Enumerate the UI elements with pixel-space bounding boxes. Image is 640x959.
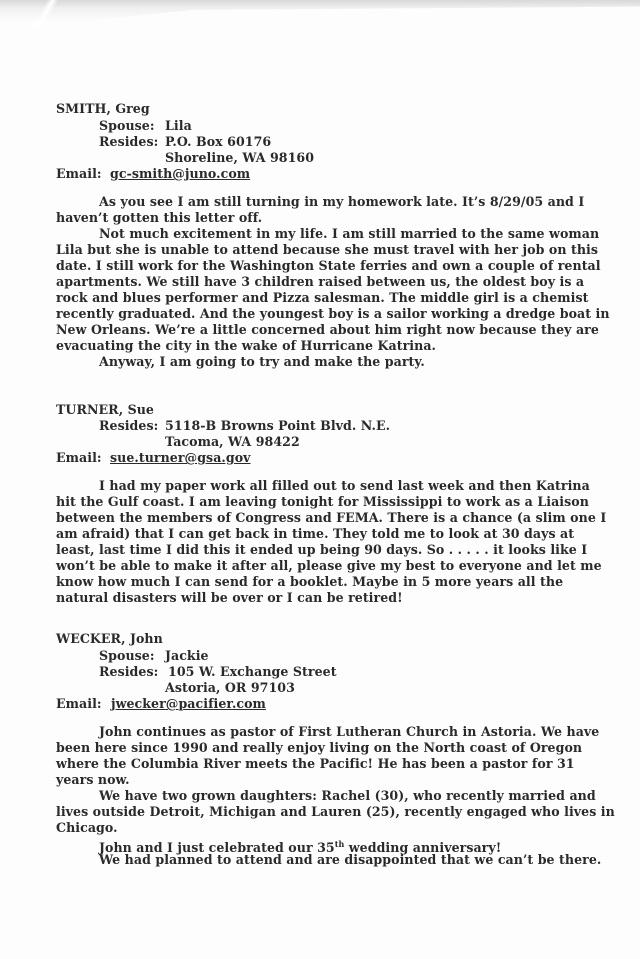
entry-name: WECKER, John bbox=[56, 631, 163, 646]
body-line: least, last time I did this it ended up being 90 days. So . . . . . it looks like I bbox=[56, 542, 588, 557]
body-line: won’t be able to make it after all, please give my best to everyone and let me bbox=[56, 558, 602, 573]
address-line-2: Shoreline, WA 98160 bbox=[165, 150, 315, 165]
resides-label: Resides: bbox=[99, 418, 159, 433]
body-line: been here since 1990 and really enjoy living on the North coast of Oregon bbox=[56, 740, 583, 755]
body-line: Not much excitement in my life. I am still married to the same woman bbox=[99, 226, 600, 241]
email-link[interactable]: sue.turner@gsa.gov bbox=[110, 450, 251, 465]
body-line: rock and blues performer and Pizza salesman. The middle girl is a chemist bbox=[56, 290, 589, 305]
email-label: Email: bbox=[56, 696, 102, 711]
closing-line: We had planned to attend and are disappointed that we can’t be there. bbox=[99, 852, 602, 867]
body-line: am afraid) that I can get back in time. They told me to look at 30 days at bbox=[56, 526, 575, 541]
address-line-1: 105 W. Exchange Street bbox=[168, 664, 337, 679]
spouse-value: Jackie bbox=[165, 648, 209, 663]
address-line-2: Tacoma, WA 98422 bbox=[165, 434, 300, 449]
body-line: where the Columbia River meets the Pacific! He has been a pastor for 31 bbox=[56, 756, 575, 771]
body-line: hit the Gulf coast. I am leaving tonight for Mississippi to work as a Liaison bbox=[56, 494, 589, 509]
body-line: As you see I am still turning in my homework late. It’s 8/29/05 and I bbox=[99, 194, 585, 209]
spouse-value: Lila bbox=[165, 118, 192, 133]
body-line: Chicago. bbox=[56, 820, 118, 835]
body-line: New Orleans. We’re a little concerned about him right now because they are bbox=[56, 322, 599, 337]
body-line: haven’t gotten this letter off. bbox=[56, 210, 263, 225]
ordinal-superscript: th bbox=[334, 839, 345, 849]
email-label: Email: bbox=[56, 450, 102, 465]
resides-label: Resides: bbox=[99, 664, 159, 679]
body-line: between the members of Congress and FEMA. There is a chance (a slim one I bbox=[56, 510, 607, 525]
anniversary-suffix: wedding anniversary! bbox=[344, 840, 502, 855]
spouse-label: Spouse: bbox=[99, 648, 155, 663]
address-line-2: Astoria, OR 97103 bbox=[165, 680, 295, 695]
body-line: We have two grown daughters: Rachel (30), who recently married and bbox=[99, 788, 596, 803]
entry-name: TURNER, Sue bbox=[56, 402, 154, 417]
body-line: lives outside Detroit, Michigan and Lauren (25), recently engaged who lives in bbox=[56, 804, 615, 819]
body-line: recently graduated. And the youngest boy is a sailor working a dredge boat in bbox=[56, 306, 610, 321]
body-line: years now. bbox=[56, 772, 130, 787]
body-line: apartments. We still have 3 children raised between us, the oldest boy is a bbox=[56, 274, 585, 289]
email-link[interactable]: jwecker@pacifier.com bbox=[111, 696, 266, 711]
entry-name: SMITH, Greg bbox=[56, 101, 150, 116]
body-line: Lila but she is unable to attend because she must travel with her job on this bbox=[56, 242, 599, 257]
email-label: Email: bbox=[56, 166, 102, 181]
body-line: know how much I can send for a booklet. Maybe in 5 more years all the bbox=[56, 574, 564, 589]
address-line-1: P.O. Box 60176 bbox=[165, 134, 272, 149]
body-line: evacuating the city in the wake of Hurricane Katrina. bbox=[56, 338, 436, 353]
email-link[interactable]: gc-smith@juno.com bbox=[110, 166, 251, 181]
body-line: date. I still work for the Washington State ferries and own a couple of rental bbox=[56, 258, 601, 273]
body-line: John continues as pastor of First Lutheran Church in Astoria. We have bbox=[99, 724, 600, 739]
resides-label: Resides: bbox=[99, 134, 159, 149]
body-line: Anyway, I am going to try and make the party. bbox=[99, 354, 425, 369]
spouse-label: Spouse: bbox=[99, 118, 155, 133]
address-line-1: 5118-B Browns Point Blvd. N.E. bbox=[165, 418, 391, 433]
body-line: natural disasters will be over or I can be retired! bbox=[56, 590, 403, 605]
anniversary-prefix: John and I just celebrated our 35 bbox=[99, 840, 335, 855]
body-line: I had my paper work all filled out to send last week and then Katrina bbox=[99, 478, 590, 493]
